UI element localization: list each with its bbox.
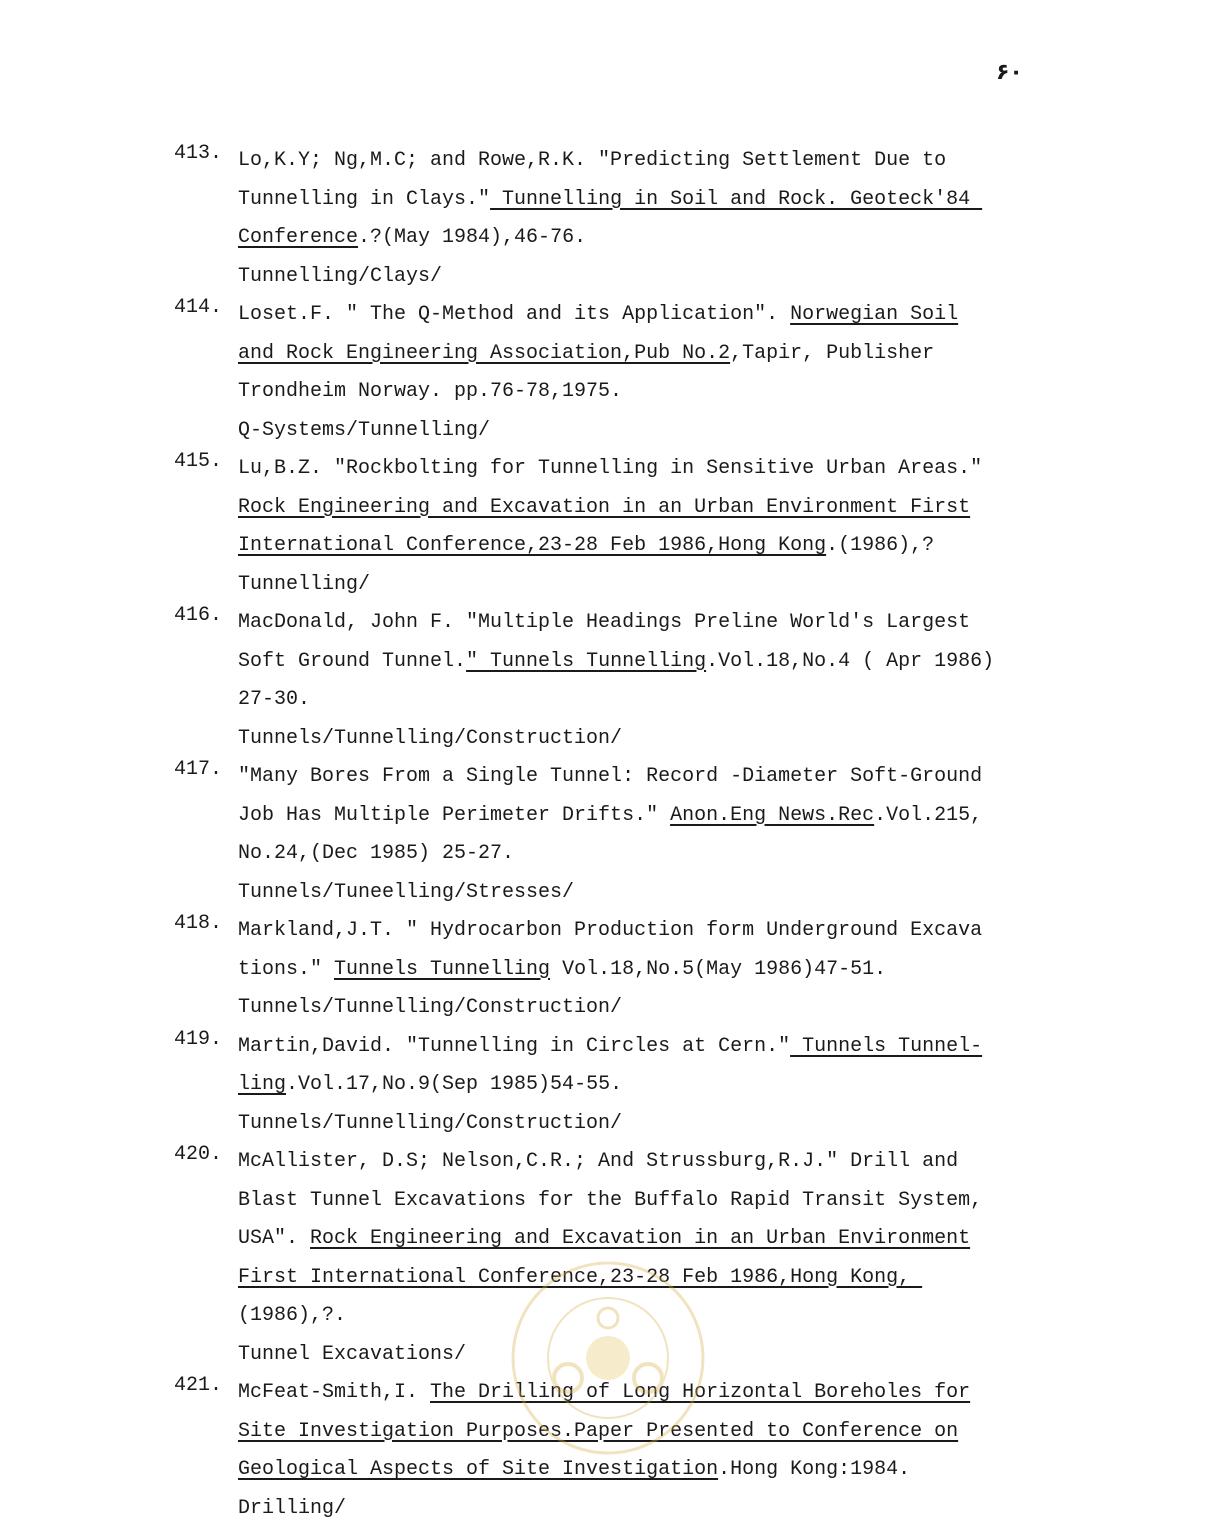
reference-entry: [174, 1143, 1064, 1374]
reference-text: Blast Tunnel Excavations for the Buffalo Rapid Transit System,: [238, 1189, 982, 1212]
reference-line: [238, 489, 1064, 528]
reference-text: Tunnels/Tunnelling/Construction/: [238, 1112, 622, 1135]
reference-entry: [174, 604, 1064, 758]
reference-entry: [174, 142, 1064, 296]
reference-text: Tunnels/Tunnelling/Construction/: [238, 996, 622, 1019]
reference-text: Trondheim Norway. pp.76-78,1975.: [238, 380, 622, 403]
reference-line: [238, 219, 1064, 258]
reference-text: Tunnels/Tunnelling/Construction/: [238, 727, 622, 750]
underlined-title-text: Conference: [238, 226, 358, 249]
reference-line: [238, 1105, 1064, 1144]
reference-entry: [174, 1028, 1064, 1144]
reference-text: USA".: [238, 1227, 310, 1250]
underlined-title-text: International Conference,23-28 Feb 1986,Hong Kong: [238, 534, 826, 557]
reference-line: [238, 681, 1064, 720]
underlined-title-text: Anon.Eng News.Rec: [670, 804, 874, 827]
reference-number: 414.: [174, 296, 222, 319]
reference-entry: [174, 1374, 1064, 1528]
reference-number: 416.: [174, 604, 222, 627]
reference-line: [238, 758, 1064, 797]
reference-number: 413.: [174, 142, 222, 165]
underlined-title-text: Geological Aspects of Site Investigation: [238, 1458, 718, 1481]
page-number: ۶۰: [996, 60, 1023, 85]
reference-line: [238, 604, 1064, 643]
reference-text: Q-Systems/Tunnelling/: [238, 419, 490, 442]
reference-line: [238, 1220, 1064, 1259]
underlined-title-text: Tunnels Tunnel-: [790, 1035, 982, 1058]
reference-text: Drilling/: [238, 1497, 346, 1520]
reference-text: McAllister, D.S; Nelson,C.R.; And Strussburg,R.J." Drill and: [238, 1150, 958, 1173]
reference-text: Tunnelling/: [238, 573, 370, 596]
underlined-title-text: The Drilling of Long Horizontal Boreholes for: [430, 1381, 970, 1404]
reference-line: [238, 912, 1064, 951]
reference-text: .Vol.215,: [874, 804, 982, 827]
reference-line: [238, 1374, 1064, 1413]
reference-number: 419.: [174, 1028, 222, 1051]
reference-text: Tunnelling in Clays.": [238, 188, 490, 211]
reference-line: [238, 951, 1064, 990]
reference-text: Job Has Multiple Perimeter Drifts.": [238, 804, 670, 827]
underlined-title-text: Site Investigation Purposes.Paper Presented to Conference on: [238, 1420, 958, 1443]
reference-line: [238, 296, 1064, 335]
reference-line: [238, 720, 1064, 759]
reference-line: [238, 566, 1064, 605]
reference-entry: [174, 758, 1064, 912]
reference-text: .Vol.18,No.4 ( Apr 1986): [706, 650, 994, 673]
reference-line: [238, 1490, 1064, 1528]
reference-text: .?(May 1984),46-76.: [358, 226, 586, 249]
underlined-title-text: Norwegian Soil: [790, 303, 958, 326]
reference-line: [238, 1028, 1064, 1067]
reference-line: [238, 1143, 1064, 1182]
reference-number: 421.: [174, 1374, 222, 1397]
reference-line: [238, 1413, 1064, 1452]
reference-line: [238, 835, 1064, 874]
reference-line: [238, 412, 1064, 451]
reference-text: Vol.18,No.5(May 1986)47-51.: [550, 958, 886, 981]
reference-text: "Many Bores From a Single Tunnel: Record -Diameter Soft-Ground: [238, 765, 982, 788]
reference-entry: [174, 912, 1064, 1028]
underlined-title-text: Tunnels Tunnelling: [334, 958, 550, 981]
reference-text: No.24,(Dec 1985) 25-27.: [238, 842, 514, 865]
underlined-title-text: First International Conference,23-28 Feb 1986,Hong Kong,: [238, 1266, 922, 1289]
reference-text: .Vol.17,No.9(Sep 1985)54-55.: [286, 1073, 622, 1096]
reference-line: [238, 1066, 1064, 1105]
underlined-title-text: Rock Engineering and Excavation in an Urban Environment: [310, 1227, 970, 1250]
reference-text: Lo,K.Y; Ng,M.C; and Rowe,R.K. "Predicting Settlement Due to: [238, 149, 946, 172]
reference-number: 417.: [174, 758, 222, 781]
reference-list: [174, 142, 1064, 1528]
reference-line: [238, 874, 1064, 913]
reference-entry: [174, 450, 1064, 604]
reference-line: [238, 373, 1064, 412]
underlined-title-text: " Tunnels Tunnelling: [466, 650, 706, 673]
reference-line: [238, 450, 1064, 489]
reference-text: Tunnels/Tuneelling/Stresses/: [238, 881, 574, 904]
reference-number: 418.: [174, 912, 222, 935]
reference-text: Lu,B.Z. "Rockbolting for Tunnelling in Sensitive Urban Areas.": [238, 457, 982, 480]
reference-line: [238, 527, 1064, 566]
reference-line: [238, 335, 1064, 374]
underlined-title-text: Tunnelling in Soil and Rock. Geoteck'84: [490, 188, 982, 211]
reference-text: Loset.F. " The Q-Method and its Application".: [238, 303, 790, 326]
reference-line: [238, 1259, 1064, 1298]
reference-text: 27-30.: [238, 688, 310, 711]
reference-number: 420.: [174, 1143, 222, 1166]
reference-line: [238, 643, 1064, 682]
reference-line: [238, 989, 1064, 1028]
reference-text: MacDonald, John F. "Multiple Headings Preline World's Largest: [238, 611, 970, 634]
reference-line: [238, 142, 1064, 181]
reference-line: [238, 1451, 1064, 1490]
reference-text: (1986),?.: [238, 1304, 346, 1327]
reference-text: Martin,David. "Tunnelling in Circles at Cern.": [238, 1035, 790, 1058]
reference-entry: [174, 296, 1064, 450]
reference-line: [238, 797, 1064, 836]
reference-line: [238, 1297, 1064, 1336]
reference-text: Soft Ground Tunnel.: [238, 650, 466, 673]
reference-text: McFeat-Smith,I.: [238, 1381, 430, 1404]
reference-text: Tunnel Excavations/: [238, 1343, 466, 1366]
reference-line: [238, 1182, 1064, 1221]
reference-line: [238, 181, 1064, 220]
reference-text: tions.": [238, 958, 334, 981]
reference-text: Markland,J.T. " Hydrocarbon Production form Underground Excava: [238, 919, 982, 942]
reference-text: .Hong Kong:1984.: [718, 1458, 910, 1481]
reference-text: Tunnelling/Clays/: [238, 265, 442, 288]
underlined-title-text: ling: [238, 1073, 286, 1096]
underlined-title-text: and Rock Engineering Association,Pub No.2: [238, 342, 730, 365]
underlined-title-text: Rock Engineering and Excavation in an Urban Environment First: [238, 496, 970, 519]
reference-number: 415.: [174, 450, 222, 473]
reference-text: .(1986),?: [826, 534, 934, 557]
reference-text: ,Tapir, Publisher: [730, 342, 934, 365]
reference-line: [238, 1336, 1064, 1375]
reference-line: [238, 258, 1064, 297]
